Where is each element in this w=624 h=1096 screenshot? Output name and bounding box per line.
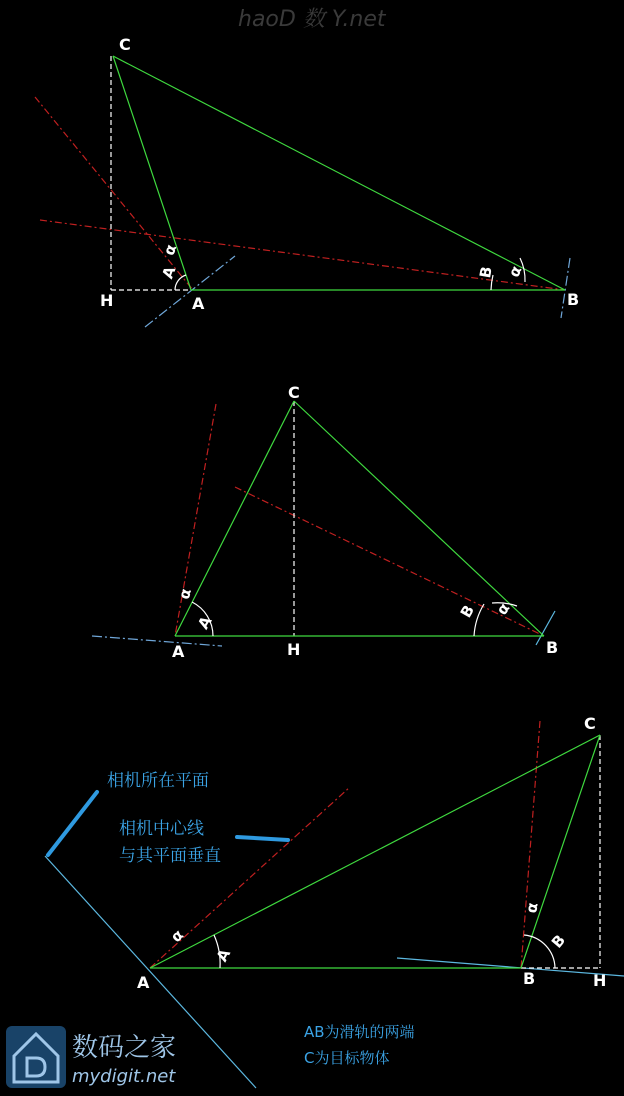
center-line-note-1: 相机中心线 — [119, 819, 204, 839]
point-a-label: A — [137, 973, 150, 992]
figure-1 — [35, 35, 579, 327]
point-a-label: A — [192, 294, 205, 313]
side-ac — [175, 401, 294, 636]
angle-alpha-a-label: α — [167, 925, 187, 947]
angle-arc-b — [474, 604, 484, 636]
center-line-note-2: 与其平面垂直 — [119, 846, 221, 866]
figure-2 — [92, 383, 558, 661]
top-watermark: haoD 数 Y.net — [238, 7, 386, 32]
point-b-label: B — [546, 638, 559, 657]
side-ac — [113, 56, 191, 290]
site-url: mydigit.net — [72, 1066, 176, 1087]
camera-plane-a — [145, 256, 235, 327]
point-h-label: H — [287, 640, 301, 659]
center-line-pointer — [237, 837, 288, 840]
angle-alpha-b-label: α — [522, 901, 542, 915]
point-c-label: C — [584, 714, 596, 733]
side-bc — [294, 401, 544, 636]
camera-axis-a — [175, 404, 216, 636]
camera-plane-pointer — [48, 792, 97, 855]
angle-alpha-b-label: α — [492, 599, 514, 619]
point-h-label: H — [100, 291, 114, 310]
target-note: C为目标物体 — [304, 1049, 390, 1067]
angle-a-label: A — [212, 945, 235, 965]
point-a-label: A — [172, 642, 185, 661]
angle-alpha-a-label: α — [159, 241, 181, 258]
camera-axis-b — [40, 220, 565, 290]
angle-b-label: B — [456, 601, 479, 621]
angle-alpha-a-label: α — [175, 586, 196, 602]
angle-alpha-b-label: α — [504, 262, 526, 280]
angle-b-label: B — [476, 265, 496, 280]
camera-axis-a — [35, 97, 193, 290]
figure-3 — [45, 714, 624, 1088]
camera-axis-b — [521, 721, 540, 968]
point-c-label: C — [119, 35, 131, 54]
camera-plane-note: 相机所在平面 — [107, 771, 209, 791]
angle-a-label: A — [194, 613, 216, 633]
point-h-label: H — [593, 971, 607, 990]
site-name: 数码之家 — [72, 1033, 177, 1063]
side-bc — [113, 56, 565, 290]
rail-ends-note: AB为滑轨的两端 — [304, 1023, 415, 1041]
point-b-label: B — [567, 290, 580, 309]
point-b-label: B — [523, 969, 536, 988]
camera-plane-a — [92, 636, 222, 646]
angle-a-label: A — [158, 263, 180, 282]
angle-b-label: B — [547, 931, 570, 952]
site-watermark — [6, 1026, 176, 1088]
point-c-label: C — [288, 383, 300, 402]
camera-plane-b — [397, 958, 624, 976]
camera-axis-b — [235, 487, 544, 636]
